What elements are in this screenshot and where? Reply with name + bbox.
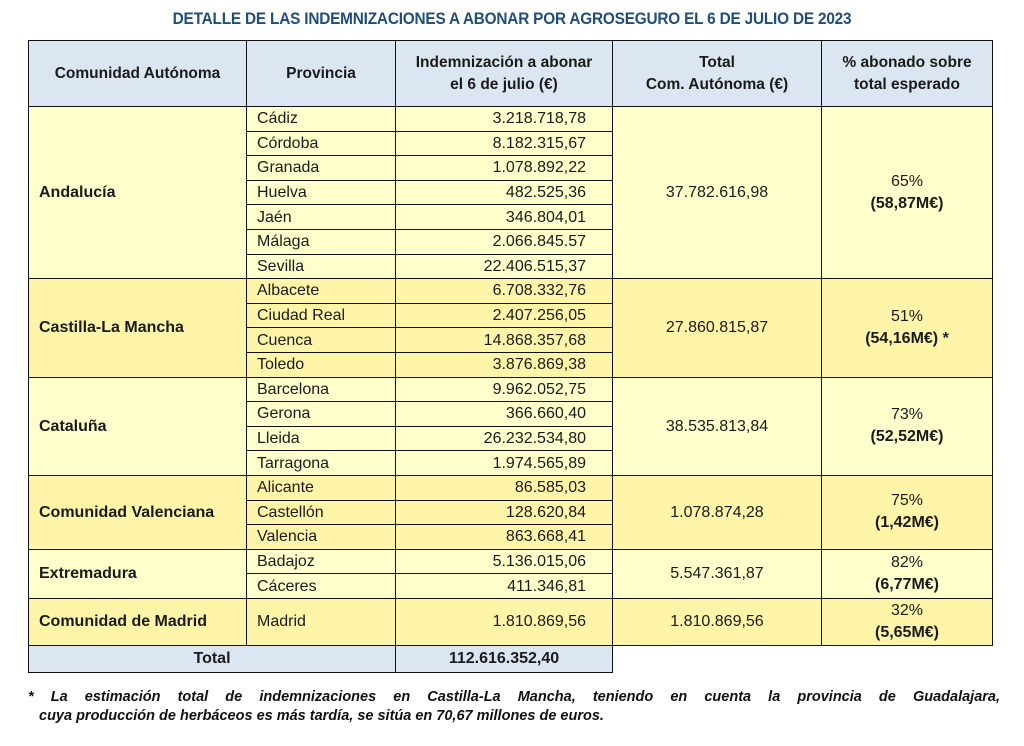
community-total-cell: 1.810.869,56 [613,598,822,645]
province-cell: Lleida [247,426,396,451]
community-total-cell: 5.547.361,87 [613,549,822,598]
amount-cell: 6.708.332,76 [396,279,613,304]
total-blank [613,645,993,672]
footnote-line-1: * La estimación total de indemnizaciones en Castilla-La Mancha, teniendo en cuenta la provincia de Guadalajara, [28,689,1000,705]
amount-cell: 5.136.015,06 [396,549,613,574]
header-row [29,41,993,107]
province-cell: Ciudad Real [247,303,396,328]
percent-value: 82% [890,553,924,571]
community-cell: Cataluña [29,377,247,475]
province-cell: Albacete [247,279,396,304]
table-row [29,598,993,645]
table-row [29,279,993,304]
percent-cell [822,107,993,279]
amount-cell: 9.962.052,75 [396,377,613,402]
amount-cell: 1.810.869,56 [396,598,613,645]
amount-cell: 26.232.534,80 [396,426,613,451]
province-cell: Badajoz [247,549,396,574]
amount-cell: 482.525,36 [396,180,613,205]
header-amount: Indemnización a abonar el 6 de julio (€) [396,41,613,107]
province-cell: Alicante [247,475,396,500]
province-cell: Tarragona [247,451,396,476]
community-cell: Andalucía [29,107,247,279]
province-cell: Jaén [247,205,396,230]
province-cell: Gerona [247,402,396,427]
amount-cell: 3.218.718,78 [396,107,613,132]
community-total-cell: 38.535.813,84 [613,377,822,475]
amount-cell: 863.668,41 [396,525,613,550]
table-body [29,107,993,646]
indemnities-table [28,40,993,673]
total-row [29,645,993,672]
total-amount: 112.616.352,40 [396,645,613,672]
percent-value: 51% [890,307,924,325]
province-cell: Madrid [247,598,396,645]
amount-cell: 86.585,03 [396,475,613,500]
amount-cell: 128.620,84 [396,500,613,525]
table-row [29,377,993,402]
community-total-cell: 37.782.616,98 [613,107,822,279]
province-cell: Cádiz [247,107,396,132]
percent-cell [822,475,993,549]
amount-cell: 8.182.315,67 [396,131,613,156]
province-cell: Toledo [247,352,396,377]
province-cell: Castellón [247,500,396,525]
percent-cell [822,598,993,645]
header-community: Comunidad Autónoma [29,41,247,107]
table-row [29,475,993,500]
expected-total: (1,42M€) [874,514,940,532]
expected-total: (54,16M€) * [865,329,949,347]
community-cell: Comunidad Valenciana [29,475,247,549]
amount-cell: 1.974.565,89 [396,451,613,476]
amount-cell: 3.876.869,38 [396,352,613,377]
table-row [29,107,993,132]
expected-total: (6,77M€) [874,575,940,593]
amount-cell: 2.407.256,05 [396,303,613,328]
amount-cell: 14.868.357,68 [396,328,613,353]
total-label: Total [29,645,396,672]
province-cell: Barcelona [247,377,396,402]
percent-cell [822,279,993,377]
amount-cell: 22.406.515,37 [396,254,613,279]
community-total-cell: 27.860.815,87 [613,279,822,377]
province-cell: Huelva [247,180,396,205]
amount-cell: 346.804,01 [396,205,613,230]
community-cell: Castilla-La Mancha [29,279,247,377]
percent-value: 73% [890,406,924,424]
percent-cell [822,549,993,598]
province-cell: Cuenca [247,328,396,353]
percent-value: 65% [890,172,924,190]
header-total: Total Com. Autónoma (€) [613,41,822,107]
percent-cell [822,377,993,475]
amount-cell: 411.346,81 [396,574,613,599]
expected-total: (52,52M€) [870,428,944,446]
province-cell: Málaga [247,229,396,254]
amount-cell: 2.066.845.57 [396,229,613,254]
expected-total: (5,65M€) [874,623,940,641]
province-cell: Valencia [247,525,396,550]
percent-value: 75% [890,492,924,510]
footnote [28,688,1000,726]
amount-cell: 366.660,40 [396,402,613,427]
community-cell: Extremadura [29,549,247,598]
expected-total: (58,87M€) [870,194,944,212]
page-title: DETALLE DE LAS INDEMNIZACIONES A ABONAR POR AGROSEGURO EL 6 DE JULIO DE 2023 [172,10,852,28]
province-cell: Sevilla [247,254,396,279]
province-cell: Cáceres [247,574,396,599]
header-percent: % abonado sobre total esperado [822,41,993,107]
percent-value: 32% [890,601,924,619]
table-row [29,549,993,574]
community-cell: Comunidad de Madrid [29,598,247,645]
header-province: Provincia [247,41,396,107]
province-cell: Córdoba [247,131,396,156]
amount-cell: 1.078.892,22 [396,156,613,181]
province-cell: Granada [247,156,396,181]
community-total-cell: 1.078.874,28 [613,475,822,549]
footnote-line-2: cuya producción de herbáceos es más tardía, se sitúa en 70,67 millones de euros. [39,708,604,724]
